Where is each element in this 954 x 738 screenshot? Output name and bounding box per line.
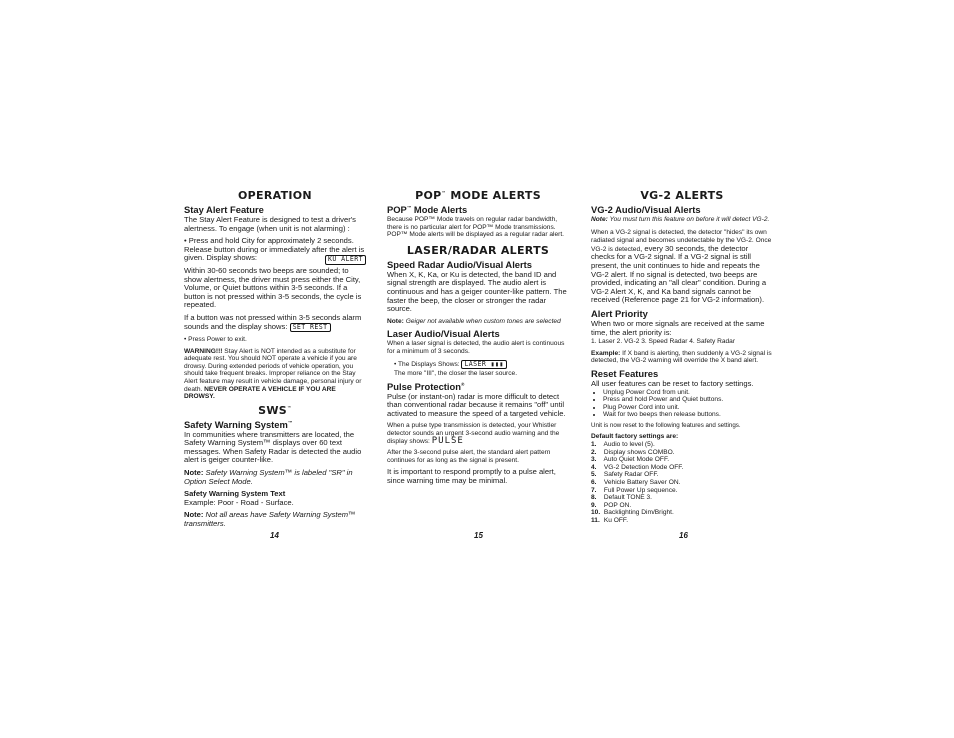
vg2-note (591, 216, 773, 224)
default-num: 5. (591, 471, 597, 479)
laser-radar-title: LASER/RADAR ALERTS (406, 243, 550, 257)
stay-alert-bullet1 (184, 237, 366, 263)
default-text: Backlighting Dim/Bright. (603, 509, 674, 517)
priority-example-text: If X band is alerting, then suddenly a VG-2 signal is detected, the VG-2 warning will override the X band alert. (591, 349, 772, 365)
reset-steps (591, 389, 773, 419)
sws-heading-tm: ™ (287, 419, 293, 425)
set-rest-display: SET REST (290, 323, 331, 332)
vg2-para-c: , every 30 seconds, the detector checks for a VG-2 signal. If a VG-2 signal is still present, the unit continues to hide and repeats the VG-2 alert. If no signal is detected, two beeps are provided, indicating an "all clear" condition. During a VG-2 Alert X, K, and Ka band signals cannot be received (Reference page 21 for VG-2 information). (591, 243, 767, 305)
warning-caps: NEVER OPERATE A VEHICLE IF YOU ARE DROWSY. (184, 385, 336, 401)
default-text: POP ON. (603, 501, 632, 509)
sws-heading-text: Safety Warning System (184, 418, 288, 430)
default-num: 6. (591, 479, 597, 487)
default-num: 10. (591, 509, 601, 517)
default-item (591, 471, 773, 479)
speed-radar-para: When X, K, Ka, or Ku is detected, the band ID and signal strength are displayed. The audio alert is continuous and has a geiger counter-like pattern. The faster the beep, the closer or stronger the radar source. (387, 269, 567, 314)
vg2-alerts-title: VG-2 ALERTS (640, 189, 724, 202)
reset-step-1: • Unplug Power Cord from unit. (603, 389, 773, 397)
priority-list: 1. Laser 2. VG-2 3. Speed Radar 4. Safety Radar (591, 338, 736, 346)
pulse-heading-text: Pulse Protection (387, 380, 461, 392)
page-number-15: 15 (474, 531, 483, 540)
pulse-heading-reg: ® (460, 381, 465, 387)
default-item (591, 464, 773, 472)
sws-text-heading: Safety Warning System Text (184, 489, 286, 499)
reset-done: Unit is now reset to the following features and settings. (591, 421, 741, 429)
default-item (591, 502, 773, 510)
default-text: Vehicle Battery Saver ON. (603, 479, 681, 487)
reset-intro: All user features can be reset to factory settings. (591, 378, 754, 388)
sws-para: In communities where transmitters are located, the Safety Warning System™ displays over 60 text messages. When Safety Radar is detected the audio alert is geiger counter-like. (184, 429, 362, 465)
operation-title: OPERATION (238, 189, 312, 202)
stay-alert-heading: Stay Alert Feature (184, 204, 264, 215)
default-item (591, 487, 773, 495)
pulse-para4: It is important to respond promptly to a pulse alert, since warning time may be minimal. (387, 467, 556, 485)
speed-radar-heading: Speed Radar Audio/Visual Alerts (387, 258, 533, 270)
default-text: Default TONE 3. (603, 494, 652, 502)
pop-para: Because POP™ Mode travels on regular radar bandwidth, there is no particular alert for POP™ Mode transmissions. POP™ Mode alerts will be displayed as a regular radar alert. (387, 216, 565, 239)
speed-radar-note-label: Note: (387, 317, 404, 325)
sws-note1 (184, 469, 366, 486)
sws-note2 (184, 511, 366, 528)
pop-mode-title (387, 190, 569, 202)
default-num: 3. (591, 456, 597, 464)
default-num: 1. (591, 441, 597, 449)
reset-step-4: • Wait for two beeps then release buttons. (603, 411, 773, 419)
pop-heading (387, 205, 569, 215)
default-num: 2. (591, 448, 597, 456)
pulse-para1: Pulse (or instant-on) radar is more difficult to detect than conventional radar because it remains "off" until activated to measure the speed of a targeted vehicle. (387, 391, 566, 418)
warning-paragraph (184, 348, 366, 401)
pop-title-tm: ™ (441, 191, 447, 197)
default-text: Audio to level (5). (603, 441, 655, 449)
stay-alert-para3 (184, 314, 366, 332)
default-num: 9. (591, 501, 597, 509)
default-text: Auto Quiet Mode OFF. (603, 456, 670, 464)
stay-alert-para2: Within 30-60 seconds two beeps are sounded; to show alertness, the driver must press either the City, Volume, or Quiet buttons within 3-5 seconds. If a button is not pressed within 3-5 seconds, the cycle is repeated. (184, 265, 362, 310)
page-16-column (591, 190, 773, 525)
default-item (591, 456, 773, 464)
default-num: 7. (591, 486, 597, 494)
sws-note2-label: Note: (184, 510, 204, 520)
vg2-note-label: Note: (591, 216, 608, 223)
priority-para: When two or more signals are received at the same time, the alert priority is: (591, 318, 765, 337)
default-item (591, 517, 773, 525)
defaults-heading: Default factory settings are: (591, 433, 679, 441)
laser-display: LASER ▮▮▮ (461, 360, 506, 369)
vg2-para-b: Once VG-2 is detected (591, 237, 772, 253)
pop-title-rest: MODE ALERTS (446, 189, 541, 202)
default-text: Ku OFF. (603, 517, 629, 524)
default-item (591, 441, 773, 449)
pop-heading-rest: Mode Alerts (411, 204, 468, 215)
ku-alert-display: KU ALERT (325, 255, 366, 264)
reset-step-3: • Plug Power Cord into unit. (603, 404, 773, 412)
default-item (591, 494, 773, 502)
speed-radar-note (387, 318, 569, 326)
warning-label: WARNING!!! (184, 347, 223, 355)
sws-heading (184, 420, 366, 430)
priority-example (591, 350, 773, 365)
default-text: Full Power Up sequence. (603, 486, 678, 494)
default-text: Safety Radar OFF. (603, 471, 659, 479)
laser-more: The more "III", the closer the laser source. (394, 369, 518, 377)
priority-example-label: Example: (591, 349, 621, 357)
sws-title-tm: ™ (287, 406, 292, 412)
sws-note1-text: Safety Warning System™ is labeled "SR" in Option Select Mode. (184, 468, 353, 486)
default-item (591, 479, 773, 487)
default-num: 4. (591, 463, 597, 471)
sws-note2-text: Not all areas have Safety Warning System™ transmitters. (184, 510, 356, 529)
reset-heading: Reset Features (591, 367, 659, 379)
vg2-para (591, 228, 773, 305)
vg2-heading: VG-2 Audio/Visual Alerts (591, 204, 701, 215)
laser-bullet (387, 360, 569, 369)
page-15-column (387, 190, 569, 489)
page-14-column (184, 190, 366, 533)
warning-text: Stay Alert is NOT intended as a substitute for adequate rest. You should NOT operate a vehicle if you are drowsy. During extended periods of vehicle operation, you should take frequent breaks. Improper reliance on the Stay Alert feature may result in vehicle damage, personal injury or death. (184, 347, 362, 393)
page-number-16: 16 (679, 531, 688, 540)
pulse-para2-text: When a pulse type transmission is detected, your Whistler detector sounds an urgent 3-second audio warning and the display shows: (387, 422, 560, 445)
sws-title-text: SWS (258, 403, 288, 417)
default-item (591, 449, 773, 457)
laser-heading: Laser Audio/Visual Alerts (387, 328, 500, 340)
defaults-list (591, 441, 773, 525)
pulse-para2 (387, 422, 569, 445)
stay-alert-bullet1-text: • Press and hold City for approximately 2 seconds. Release button during or immediately after the alert is given. Display shows: (184, 236, 365, 263)
speed-radar-note-text: Geiger not available when custom tones are selected (403, 317, 561, 325)
stay-alert-bullet2: • Press Power to exit. (184, 335, 247, 343)
vg2-para-a: When a VG-2 signal is detected, the detector "hides" its own radiated signal and becomes undetectable by the VG-2. (591, 228, 767, 245)
default-item (591, 509, 773, 517)
sws-note1-label: Note: (184, 468, 204, 478)
reset-step-2: • Press and hold Power and Quiet buttons. (603, 396, 773, 404)
pop-title-text: POP (415, 189, 442, 202)
default-num: 8. (591, 494, 597, 502)
stay-alert-para3-text: If a button was not pressed within 3-5 seconds alarm sounds and the display shows: (184, 312, 362, 331)
laser-bullet-text: • The Displays Shows: (394, 360, 460, 368)
default-text: VG-2 Detection Mode OFF. (603, 463, 684, 471)
laser-para: When a laser signal is detected, the audio alert is continuous for a minimum of 3 seconds. (387, 340, 565, 355)
default-text: Display shows COMBO. (603, 448, 675, 456)
vg2-note-text: You must turn this feature on before it will detect VG-2. (607, 216, 770, 223)
pop-heading-tm: ™ (406, 204, 412, 210)
priority-heading: Alert Priority (591, 307, 648, 319)
pop-heading-text: POP (387, 204, 407, 215)
pulse-display: PULSE (431, 435, 464, 446)
pulse-heading (387, 382, 569, 392)
sws-text-example: Example: Poor - Road - Surface. (184, 497, 294, 507)
stay-alert-intro: The Stay Alert Feature is designed to test a driver's alertness. To engage (when unit is not alarming) : (184, 215, 356, 233)
sws-title (184, 405, 366, 417)
pulse-para3: After the 3-second pulse alert, the standard alert pattern continues for as long as the signal is present. (387, 449, 551, 464)
default-num: 11. (591, 517, 600, 524)
page-number-14: 14 (270, 531, 279, 540)
